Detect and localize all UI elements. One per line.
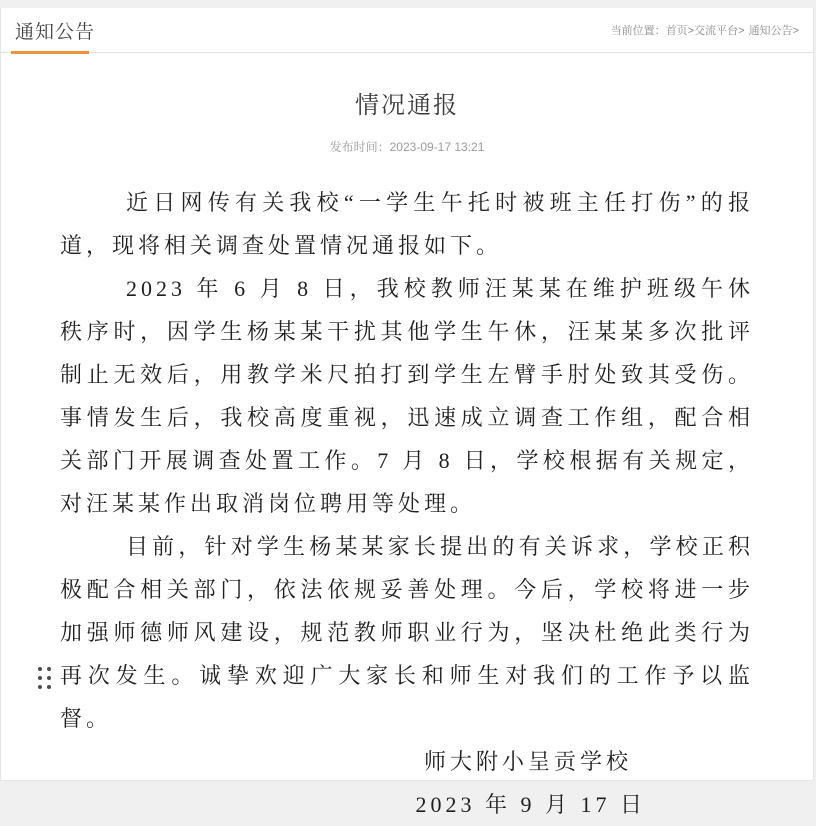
breadcrumb-separator: > — [738, 25, 745, 37]
breadcrumb-prefix: 当前位置： — [610, 25, 666, 37]
breadcrumb-link-notices[interactable]: 通知公告 — [748, 25, 793, 37]
article-paragraph: 目前，针对学生杨某某家长提出的有关诉求，学校正积极配合相关部门，依法依规妥善处理。今后，学校将进一步加强师德师风建设，规范教师职业行为，坚决杜绝此类行为再次发生。诚挚欢迎广大家长和师生对我们的工作予以监督。 — [60, 534, 754, 731]
section-title: 通知公告 — [15, 21, 96, 43]
signature: 师大附小呈贡学校 — [423, 749, 632, 774]
breadcrumb-separator: > — [687, 25, 695, 37]
notice-panel — [0, 8, 814, 817]
article-paragraph: 2023 年 6 月 8 日，我校教师汪某某在维护班级午休秩序时，因学生杨某某干扰其他学生午休，汪某某多次批评制止无效后，用教学米尺拍打到学生左臂手肘处致其受伤。事情发生后，我校高度重视，迅速成立调查工作组，配合相关部门开展调查处置工作。7 月 8 日，学校根据有关规定，对汪某某作出取消岗位聘用等处理。 — [60, 276, 754, 516]
breadcrumb-separator: > — [792, 25, 799, 37]
publish-time: 发布时间：2023-09-17 13:21 — [329, 140, 485, 154]
signature-date: 2023 年 9 月 17 日 — [415, 792, 646, 817]
article-paragraph: 近日网传有关我校“一学生午托时被班主任打伤”的报道，现将相关调查处置情况通报如下。 — [60, 190, 754, 258]
article-title: 情况通报 — [355, 92, 459, 119]
article-container — [60, 85, 754, 826]
breadcrumb-link-exchange-platform[interactable]: 交流平台 — [694, 25, 739, 37]
drag-handle-icon[interactable] — [38, 667, 51, 689]
accent-underline — [11, 51, 89, 54]
article-body — [60, 181, 754, 826]
breadcrumb — [611, 22, 799, 38]
breadcrumb-link-home[interactable]: 首页 — [665, 25, 688, 37]
section-header — [1, 8, 813, 53]
